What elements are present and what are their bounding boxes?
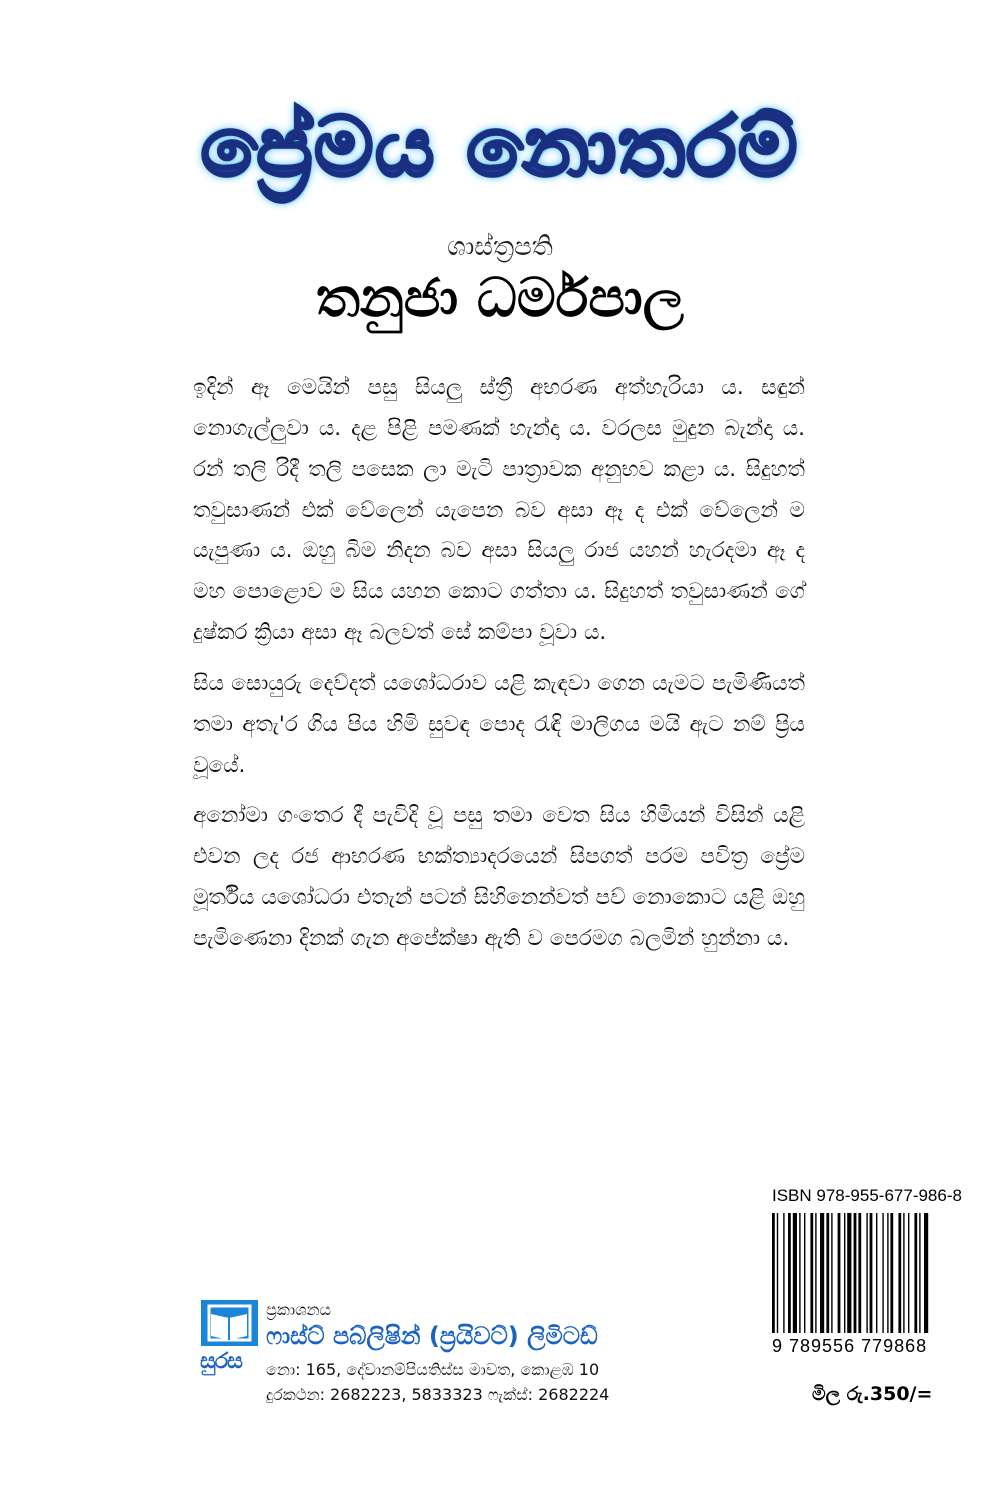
author-name: තනුජා ධර්මපාල [316, 266, 684, 329]
barcode-bar [826, 1213, 829, 1333]
barcode-bar [890, 1213, 893, 1333]
barcode-bar [815, 1213, 816, 1333]
barcode-bar [854, 1213, 857, 1333]
barcode-bar [914, 1213, 917, 1333]
barcode-bar [919, 1213, 920, 1333]
isbn-barcode [772, 1213, 958, 1333]
barcode-bar [876, 1213, 877, 1333]
barcode-bar [788, 1213, 791, 1333]
publisher-address: නො: 165, දේවානම්පියතිස්ස මාවත, කොළඹ 10 [266, 1360, 600, 1379]
publisher-label: ප්‍රකාශනය [266, 1300, 332, 1319]
book-title: ප්‍රේමය නොතරම් [200, 100, 800, 195]
price-label: මිල රු.350/= [812, 1383, 933, 1405]
barcode-bar [783, 1213, 784, 1333]
publisher-phone: දුරකථන: 2682223, 5833323 ෆැක්ස්: 2682224 [266, 1385, 610, 1404]
barcode-bar [831, 1213, 832, 1333]
barcode-bar [838, 1213, 841, 1333]
publisher-logo-word: සුරස [200, 1349, 242, 1374]
barcode-bar [924, 1213, 928, 1333]
barcode-bar [882, 1213, 883, 1333]
open-book-icon [201, 1300, 258, 1346]
barcode-bar [847, 1213, 851, 1333]
barcode-bar [772, 1213, 775, 1333]
blurb-paragraph: සිය සොයුරු දෙව්දත් යශෝධරාව යළි කැඳවා ගෙන යැමට පැමිණියත් තමා අතැ'ර ගිය පිය හිමි සුවඳ පොද රැඳි මාලිගය මයි ඇට නම් ප්‍රිය වූයේ. [193, 670, 805, 778]
barcode-bar [870, 1213, 873, 1333]
barcode-digits: 9 789556 779868 [772, 1336, 928, 1356]
barcode-bar [844, 1213, 845, 1333]
barcode-bar [898, 1213, 901, 1333]
barcode-bar [866, 1213, 867, 1333]
barcode-bar [777, 1213, 778, 1333]
barcode-bar [793, 1213, 797, 1333]
barcode-bar [908, 1213, 909, 1333]
barcode-bar [887, 1213, 888, 1333]
author-title-prefix: ශාස්ත්‍රපති [447, 232, 553, 262]
barcode-bar [820, 1213, 824, 1333]
isbn-label: ISBN 978-955-677-986-8 [772, 1186, 962, 1205]
barcode-bar [799, 1213, 800, 1333]
barcode-bar [903, 1213, 904, 1333]
blurb-paragraph: ඉදින් ඈ මෙයින් පසු සියලු ස්ත්‍රී අභරණ අත්හැරියා ය. සඳුන් නොගැල්ලුවා ය. දළ පිළි පමණක් හැන්දා ය. වරලස මුදුන බැන්දා ය. රන් තලි රිදී තලි පසෙක ලා මැටි පාත්‍රාවක අනුභව කළා ය. සිදුහත් තවුසාණන් එක් වේලෙන් යැපෙන බව අසා ඈ ද එක් වේලෙන් ම යැපුණා ය. ඔහු බිම නිදන බව අසා සියලු රාජ යහන් හැරදමා ඈ ද මහ පොළොව ම සිය යහන කොට ගත්තා ය. සිදුහත් තවුසාණන් ගේ දුෂ්කර ක්‍රියා අසා ඈ බලවත් සේ කම්පා වූවා ය. [193, 375, 805, 646]
publisher-name: ෆාස්ට් පබ්ලිෂින් (ප්‍රයිවට්) ලිමිටඩ් [266, 1322, 598, 1350]
blurb-paragraph: අනෝමා ගංතෙර දී පැවිදි වූ පසු තමා වෙත සිය හිමියන් විසින් යළි එවන ලද රජ ආභරණ භක්ත්‍යාදරයෙන් සිපගත් පරම පවිත්‍ර ප්‍රේම මූර්තිය යශෝධරා එතැන් පටන් සිහිනෙන්වත් පව් නොකොට යළි ඔහු පැමිණෙනා දිනක් ගැන අපේක්ෂා ඇති ව පෙරමග බලමින් හුන්නා ය. [193, 803, 805, 951]
barcode-bar [810, 1213, 813, 1333]
back-cover-blurb [193, 368, 805, 970]
barcode-bar [858, 1213, 861, 1333]
barcode-bar [804, 1213, 805, 1333]
publisher-logo [201, 1300, 258, 1346]
